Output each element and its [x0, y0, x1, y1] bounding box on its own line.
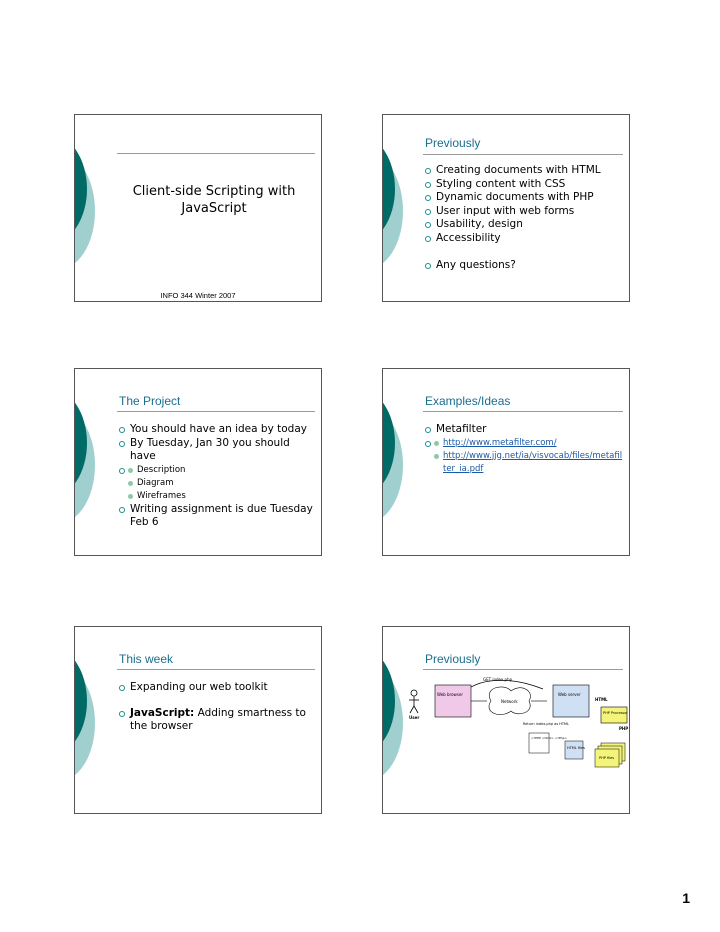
sub-list: [119, 464, 319, 503]
network-label: Network: [501, 699, 518, 704]
bullet-list: [119, 423, 319, 530]
php-files-label: PHP files: [599, 756, 615, 760]
php-label: PHP: [619, 726, 629, 731]
list-item: [119, 707, 315, 734]
list-item: Styling content with CSS: [425, 178, 630, 192]
title-divider: [423, 669, 623, 670]
bullet-list: [119, 681, 319, 734]
client-server-diagram: [383, 673, 630, 813]
sub-item: Description: [128, 464, 319, 477]
list-item: Usability, design: [425, 218, 630, 232]
html-files-label: HTML files: [567, 746, 586, 750]
list-item: By Tuesday, Jan 30 you should have: [119, 437, 295, 464]
return-label: Return index.php as HTML: [523, 722, 570, 726]
sub-list: [425, 437, 625, 476]
html-label: HTML: [595, 697, 608, 702]
list-item: Dynamic documents with PHP: [425, 191, 630, 205]
sub-item: [434, 450, 623, 476]
slide-title: Client-side Scripting with JavaScript: [132, 184, 296, 216]
bullet-list: [425, 164, 630, 273]
page-number: 1: [682, 890, 690, 906]
php-processor-box: [601, 707, 627, 723]
web-browser-box: [435, 685, 471, 717]
slide-2: [382, 114, 630, 302]
title-divider: [423, 411, 623, 412]
divider: [117, 153, 315, 154]
list-item: Expanding our web toolkit: [119, 681, 319, 695]
javascript-desc: Adding smartness to the browser: [130, 706, 306, 732]
web-server-label: Web server: [558, 692, 581, 697]
php-processor-label: PHP Processor: [603, 711, 628, 715]
sub-item: [434, 437, 625, 450]
slide-title: Previously: [425, 652, 481, 666]
sublist-container: [119, 464, 319, 503]
metafilter-ia-pdf-link[interactable]: http://www.jjg.net/ia/visvocab/files/metafilter_ia.pdf: [443, 450, 623, 474]
slide-title: Examples/Ideas: [425, 394, 511, 408]
list-item: Writing assignment is due Tuesday Feb 6: [119, 503, 319, 530]
html-files-box: [565, 741, 586, 759]
slide-title: Previously: [425, 136, 481, 150]
list-item: Creating documents with HTML: [425, 164, 630, 178]
title-divider: [117, 669, 315, 670]
sublist-container: [425, 437, 625, 476]
javascript-label: JavaScript:: [130, 706, 195, 719]
slide-1: [74, 114, 322, 302]
web-server-box: [553, 685, 589, 717]
slide-6: [382, 626, 630, 814]
user-icon: [409, 690, 419, 713]
get-label: GET index.php: [483, 677, 513, 682]
list-item: User input with web forms: [425, 205, 630, 219]
slide-5: [74, 626, 322, 814]
list-item: Accessibility: [425, 232, 630, 246]
slide-footer: INFO 344 Winter 2007: [160, 291, 236, 300]
title-divider: [117, 411, 315, 412]
metafilter-link[interactable]: http://www.metafilter.com/: [443, 437, 557, 448]
web-browser-label: Web browser: [437, 692, 463, 697]
list-item: Metafilter: [425, 423, 625, 437]
list-item: You should have an idea by today: [119, 423, 319, 437]
sub-item: Diagram: [128, 477, 319, 490]
sub-item: Wireframes: [128, 490, 319, 503]
slide-4: [382, 368, 630, 556]
title-divider: [423, 154, 623, 155]
slide-title: The Project: [119, 394, 181, 408]
slide-3: [74, 368, 322, 556]
code-note-text: <?PHP <html> <?Php>: [531, 736, 567, 740]
user-label: User: [409, 715, 420, 720]
bullet-list: [425, 423, 625, 476]
list-item: Any questions?: [425, 259, 630, 273]
slide-title: This week: [119, 652, 174, 666]
